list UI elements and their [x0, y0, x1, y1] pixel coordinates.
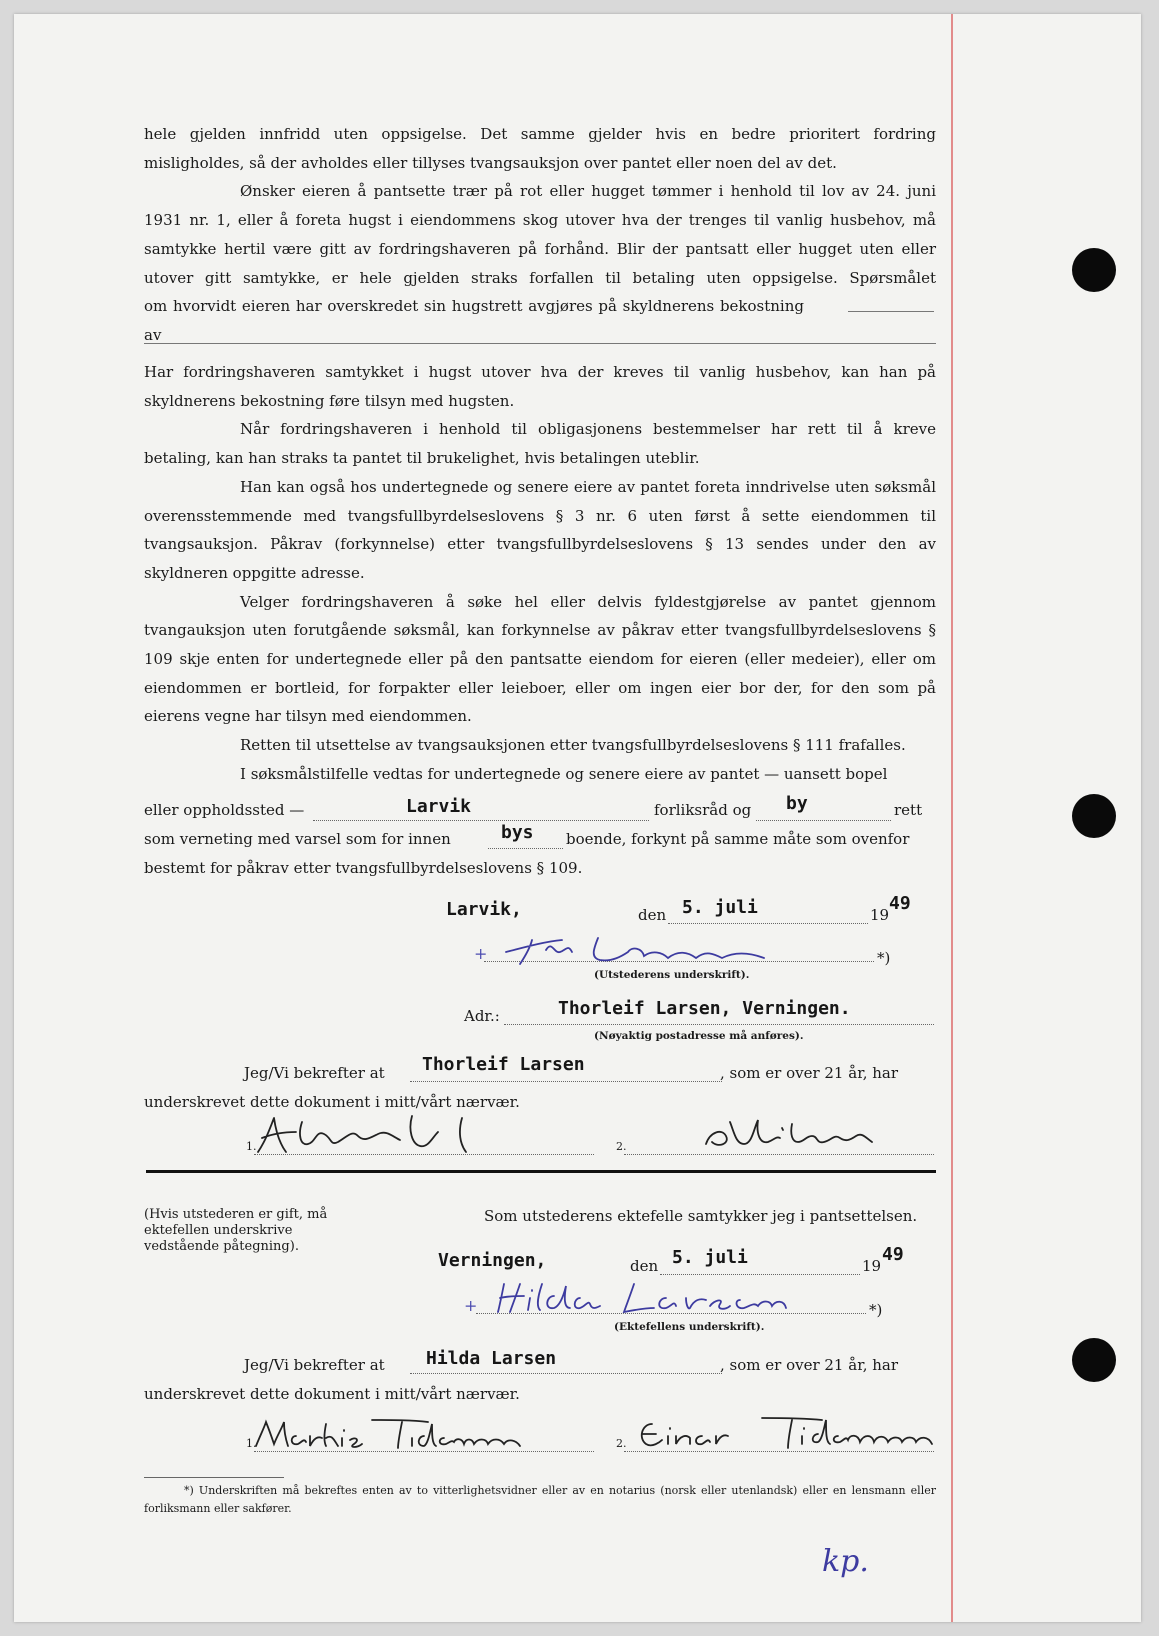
footnote-rule [144, 1477, 284, 1478]
issuer-date: 5. juli [682, 897, 758, 918]
address-caption: (Nøyaktig postadresse må anføres). [594, 1030, 804, 1042]
punch-hole-bottom [1072, 1338, 1116, 1382]
venue-line3-lead: som verneting med varsel som for innen [144, 830, 451, 848]
issuer-den-label: den [638, 906, 667, 924]
terms-block-2 [144, 358, 936, 789]
spouse-note: (Hvis utstederen er gift, må ektefellen underskrive vedstående påtegning). [144, 1207, 328, 1254]
witness1-signature-2-graphic [700, 1114, 900, 1158]
venue-line3-tail: boende, forkynt på samme måte som ovenfor [566, 830, 910, 848]
issuer-signature-graphic [502, 930, 802, 966]
issuer-year-prefix: 19 [870, 906, 890, 924]
footnote-text: *) Underskriften må bekreftes enten av to vitterlighetsvidner eller av en notarius (norsk eller utenlandsk) eller en lensmann eller forliksmann eller sakfører. [144, 1484, 936, 1515]
venue-court-place: Larvik [406, 796, 472, 817]
venue-line2-mid: forliksråd og [654, 801, 752, 819]
punch-hole-middle [1072, 794, 1116, 838]
venue-court-line [313, 820, 649, 821]
paragraph-auction: Velger fordringshaveren å søke hel eller delvis fyldestgjørelse av pantet gjennom tvangauksjon uten forutgående søksmål, kan forkynnelse av påkrav etter tvangsfullbyrdelseslovens § 109 skje enten for undertegnede eller på den pantsatte eiendom for eieren (eller medeier), eller om eiendommen er bortleid, for forpakter eller leieboer, eller om ingen eier bor der, for den som på eierens vegne har tilsyn med eiendommen. [144, 592, 936, 726]
witness1-tail: , som er over 21 år, har [720, 1064, 899, 1082]
spouse-date: 5. juli [672, 1247, 748, 1268]
witness2-signature-1-graphic [252, 1418, 552, 1452]
blank-line-assessor [848, 311, 934, 312]
paragraph-default: hele gjelden innfridd uten oppsigelse. Det samme gjelder hvis en bedre prioritert fordring misligholdes, så der avholdes eller tillyses tvangsauksjon over pantet eller noen del av det. [144, 125, 936, 172]
witness2-lead: Jeg/Vi bekrefter at [244, 1356, 385, 1374]
issuer-sig-mark: + [474, 944, 488, 963]
witness1-name: Thorleif Larsen [422, 1054, 585, 1075]
spouse-sig-star: *) [869, 1301, 883, 1319]
witness1-line2: underskrevet dette dokument i mitt/vårt nærvær. [144, 1093, 520, 1111]
witness1-num-1: 1. [246, 1140, 257, 1153]
paragraph-usufruct: Når fordringshaveren i henhold til obligasjonens bestemmelser har rett til å kreve betaling, kan han straks ta pantet til brukelighet, hvis betalingen uteblir. [144, 420, 936, 468]
spouse-place: Verningen, [438, 1250, 547, 1271]
witness1-num-2: 2. [616, 1140, 627, 1153]
venue-line4: bestemt for påkrav etter tvangsfullbyrdelseslovens § 109. [144, 859, 583, 877]
spouse-consent: Som utstederens ektefelle samtykker jeg i pantsettelsen. [484, 1207, 918, 1225]
witness2-tail: , som er over 21 år, har [720, 1356, 899, 1374]
issuer-signature-caption: (Utstederens underskrift). [594, 969, 750, 981]
issuer-date-line [668, 923, 868, 924]
punch-hole-top [1072, 248, 1116, 292]
witness2-num-1: 1. [246, 1437, 257, 1450]
witness2-line2: underskrevet dette dokument i mitt/vårt nærvær. [144, 1385, 520, 1403]
paragraph-timber-last: om hvorvidt eieren har overskredet sin hugstrett avgjøres på skyldnerens bekostning av [144, 297, 804, 344]
venue-line2-lead: eller oppholdssted — [144, 801, 305, 819]
spouse-signature-graphic [494, 1280, 824, 1316]
venue-type-line [756, 820, 891, 821]
spouse-date-line [660, 1274, 860, 1275]
terms-block-1 [144, 120, 936, 350]
witness1-lead: Jeg/Vi bekrefter at [244, 1064, 385, 1082]
address-label: Adr.: [464, 1007, 500, 1025]
registrar-initials: kp. [822, 1544, 869, 1579]
blank-line-full [144, 343, 936, 344]
spouse-den-label: den [630, 1257, 659, 1275]
witness2-num-2: 2. [616, 1437, 627, 1450]
issuer-address: Thorleif Larsen, Verningen. [558, 998, 851, 1019]
witness1-signature-1-graphic [252, 1112, 512, 1158]
witness1-name-line [410, 1081, 722, 1082]
venue-court-type: by [786, 793, 808, 814]
issuer-year-suffix: 49 [889, 893, 911, 914]
issuer-sig-star: *) [877, 949, 891, 967]
spouse-signature-caption: (Ektefellens underskrift). [614, 1321, 765, 1333]
paragraph-deferral: Retten til utsettelse av tvangsauksjonen etter tvangsfullbyrdelseslovens § 111 frafalles. [240, 736, 906, 755]
paragraph-venue-1: I søksmålstilfelle vedtas for undertegnede og senere eiere av pantet — uansett bopel [240, 764, 888, 783]
spouse-sig-mark: + [464, 1296, 478, 1315]
red-margin-line [951, 14, 953, 1622]
issuer-place: Larvik, [446, 899, 522, 920]
spouse-year-suffix: 49 [882, 1244, 904, 1265]
address-line [504, 1024, 934, 1025]
document-page [14, 14, 1141, 1622]
venue-line2-tail: rett [894, 801, 923, 819]
venue-residence: bys [501, 822, 534, 843]
witness2-name-line [410, 1373, 722, 1374]
paragraph-enforcement: Han kan også hos undertegnede og senere eiere av pantet foreta inndrivelse uten søksmål overensstemmende med tvangsfullbyrdelseslovens § 3 nr. 6 uten først å sette eiendommen til tvangsauksjon. Påkrav (forkynnelse) etter tvangsfullbyrdelseslovens § 13 sendes under den av skyldneren oppgitte adresse. [144, 477, 936, 582]
witness2-signature-2-graphic [632, 1414, 952, 1452]
section-divider [146, 1170, 936, 1173]
paragraph-timber: Ønsker eieren å pantsette trær på rot eller hugget tømmer i henhold til lov av 24. juni 1931 nr. 1, eller å foreta hugst i eiendommens skog utover hva der trenges til vanlig husbehov, må samtykke hertil være gitt av fordringshaveren på forhånd. Blir der pantsatt eller hugget uten eller utover gitt samtykke, er hele gjelden straks forfallen til betaling uten oppsigelse. Spørsmålet [144, 182, 936, 287]
paragraph-supervision: Har fordringshaveren samtykket i hugst utover hva der kreves til vanlig husbehov, kan han på skyldnerens bekostning føre tilsyn med hugsten. [144, 363, 936, 410]
venue-residence-line [488, 848, 563, 849]
witness2-name: Hilda Larsen [426, 1348, 557, 1369]
spouse-year-prefix: 19 [862, 1257, 882, 1275]
